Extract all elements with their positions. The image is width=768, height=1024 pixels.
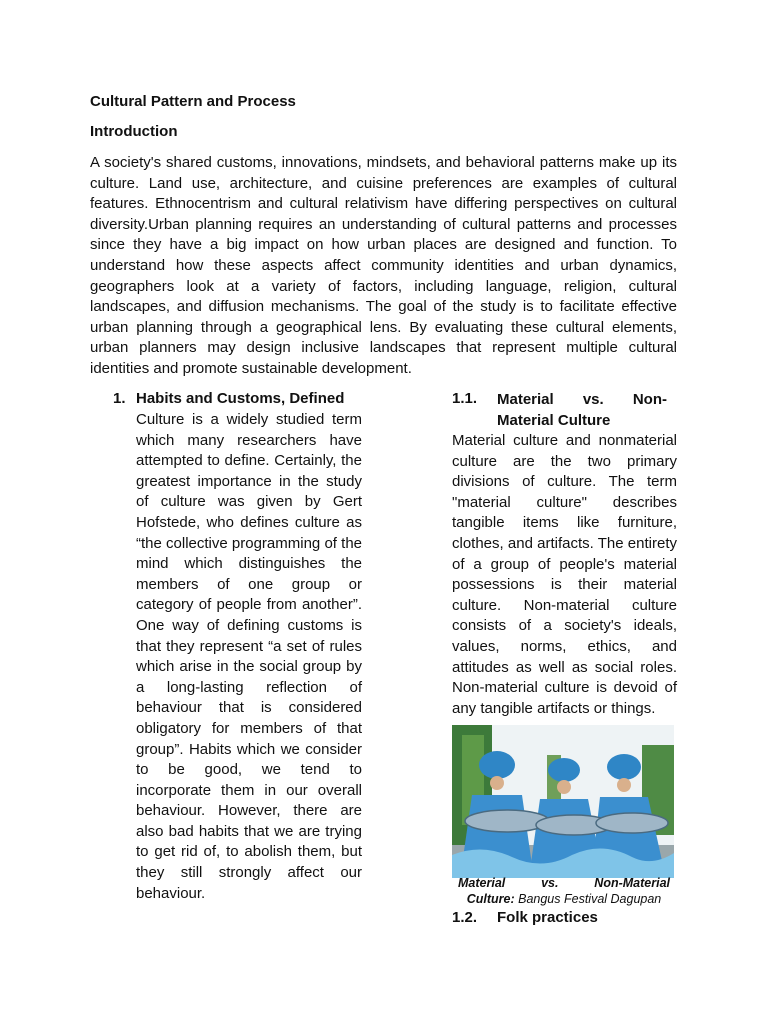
introduction-heading: Introduction bbox=[90, 123, 178, 140]
festival-photo-illustration bbox=[452, 725, 674, 878]
document-title: Cultural Pattern and Process bbox=[90, 93, 296, 110]
section-1-1-heading-line1: Material vs. Non- bbox=[497, 391, 667, 408]
section-1-1-heading-line2: Material Culture bbox=[497, 411, 611, 429]
section-1-2-number: 1.2. bbox=[452, 909, 478, 926]
introduction-paragraph: A society's shared customs, innovations, mindsets, and behavioral patterns make up its culture. Land use, architecture, and cuisine preferences are examples of cultural features. Ethnocentrism and cultural relativism have differing perspectives on cultural diversity.Urban planning requires an understanding of cultural patterns and processes since they have a big impact on how urban places are designed and function. To understand how these aspects affect community identities and urban dynamics, geographers look at a variety of factors, including language, religion, cultural landscapes, and diffusion mechanisms. The goal of the study is to facilitate effective urban planning through a geographical lens. By evaluating these cultural elements, urban planners may design inclusive landscapes that represent multiple cultural identities and promote sustainable development. bbox=[90, 154, 677, 377]
section-1-body: Culture is a widely studied term which many researchers have attempted to define. Certainly, the greatest importance in the study of culture was given by Gert Hofstede, who defines culture as “the collective programming of the mind which distinguishes the members of one group or category of people from another”. One way of defining customs is that they represent “a set of rules which arise in the social group by a long-lasting reflection of behaviour that is considered obligatory for members of that group”. Habits which we consider to be good, we tend to incorporate them in our overall behaviour. However, there are also bad habits that we are trying to get rid of, to abolish them, but they still strongly affect our behaviour. bbox=[136, 411, 362, 902]
caption-bold-line1: Material vs. Non-Material bbox=[458, 876, 670, 890]
figure-caption bbox=[458, 876, 670, 907]
festival-photo bbox=[452, 725, 674, 878]
section-1-1-number: 1.1. bbox=[452, 390, 478, 407]
section-1-1-heading bbox=[497, 390, 667, 431]
section-1-number: 1. bbox=[113, 390, 126, 407]
section-1-2-heading: Folk practices bbox=[497, 909, 598, 926]
section-1-heading: Habits and Customs, Defined bbox=[136, 390, 345, 407]
caption-rest: Bangus Festival Dagupan bbox=[514, 891, 662, 906]
caption-bold-line2: Culture: bbox=[466, 891, 515, 906]
section-1-1-body: Material culture and nonmaterial culture are the two primary divisions of culture. The term "material culture" describes tangible items like furniture, clothes, and artifacts. The entirety of a group of people's material possessions is their material culture. Non-material culture consists of a society's ideals, values, norms, ethics, and attitudes as well as social roles. Non-material culture is devoid of any tangible artifacts or things. bbox=[452, 432, 677, 717]
